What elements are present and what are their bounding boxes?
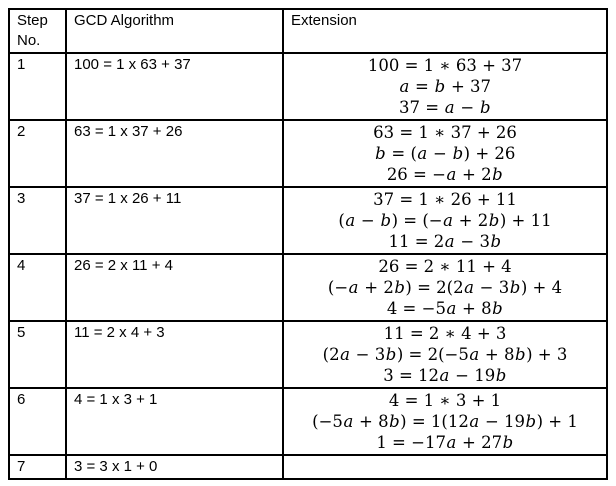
gcd-cell: 100 = 1 x 63 + 37 [66, 53, 283, 120]
math-line: 37 = 1 ∗ 26 + 11 [373, 190, 517, 209]
gcd-cell: 63 = 1 x 37 + 26 [66, 120, 283, 187]
math-line: 26 = −a + 2b [386, 165, 503, 184]
math-line: 37 = a − b [398, 98, 491, 117]
step-cell: 3 [9, 187, 66, 254]
table-row [9, 388, 607, 455]
header-extension: Extension [283, 9, 607, 53]
math-line: 4 = 1 ∗ 3 + 1 [388, 391, 502, 410]
math-line: a = b + 37 [399, 77, 492, 96]
step-cell: 6 [9, 388, 66, 455]
math-line: 26 = 2 ∗ 11 + 4 [378, 257, 512, 276]
step-cell: 4 [9, 254, 66, 321]
math-line: b = (a − b) + 26 [375, 144, 516, 163]
extension-cell [283, 187, 607, 254]
table-row [9, 53, 607, 120]
header-row [9, 9, 607, 53]
math-line: (−a + 2b) = 2(2a − 3b) + 4 [327, 278, 563, 297]
extension-cell [283, 388, 607, 455]
math-line: 11 = 2 ∗ 4 + 3 [383, 324, 507, 343]
math-line: 11 = 2a − 3b [388, 232, 502, 251]
math-line: (−5a + 8b) = 1(12a − 19b) + 1 [312, 412, 578, 431]
gcd-cell: 26 = 2 x 11 + 4 [66, 254, 283, 321]
step-cell: 5 [9, 321, 66, 388]
header-step-no: Step No. [9, 9, 66, 53]
extension-cell [283, 321, 607, 388]
table-row [9, 254, 607, 321]
gcd-cell: 37 = 1 x 26 + 11 [66, 187, 283, 254]
table-row [9, 455, 607, 479]
gcd-cell: 4 = 1 x 3 + 1 [66, 388, 283, 455]
step-cell: 7 [9, 455, 66, 479]
step-cell: 1 [9, 53, 66, 120]
gcd-cell: 11 = 2 x 4 + 3 [66, 321, 283, 388]
extension-cell [283, 254, 607, 321]
math-line: (2a − 3b) = 2(−5a + 8b) + 3 [322, 345, 568, 364]
math-line: (a − b) = (−a + 2b) + 11 [338, 211, 552, 230]
gcd-cell: 3 = 3 x 1 + 0 [66, 455, 283, 479]
math-line: 63 = 1 ∗ 37 + 26 [373, 123, 517, 142]
table-row [9, 120, 607, 187]
math-line: 4 = −5a + 8b [386, 299, 503, 318]
extension-cell [283, 455, 607, 479]
gcd-extension-table [8, 8, 608, 480]
math-line: 100 = 1 ∗ 63 + 37 [367, 56, 523, 75]
math-line: 1 = −17a + 27b [376, 433, 514, 452]
extension-cell [283, 120, 607, 187]
table-row [9, 321, 607, 388]
math-line: 3 = 12a − 19b [383, 366, 507, 385]
header-gcd-algorithm: GCD Algorithm [66, 9, 283, 53]
extension-cell [283, 53, 607, 120]
step-cell: 2 [9, 120, 66, 187]
table-row [9, 187, 607, 254]
